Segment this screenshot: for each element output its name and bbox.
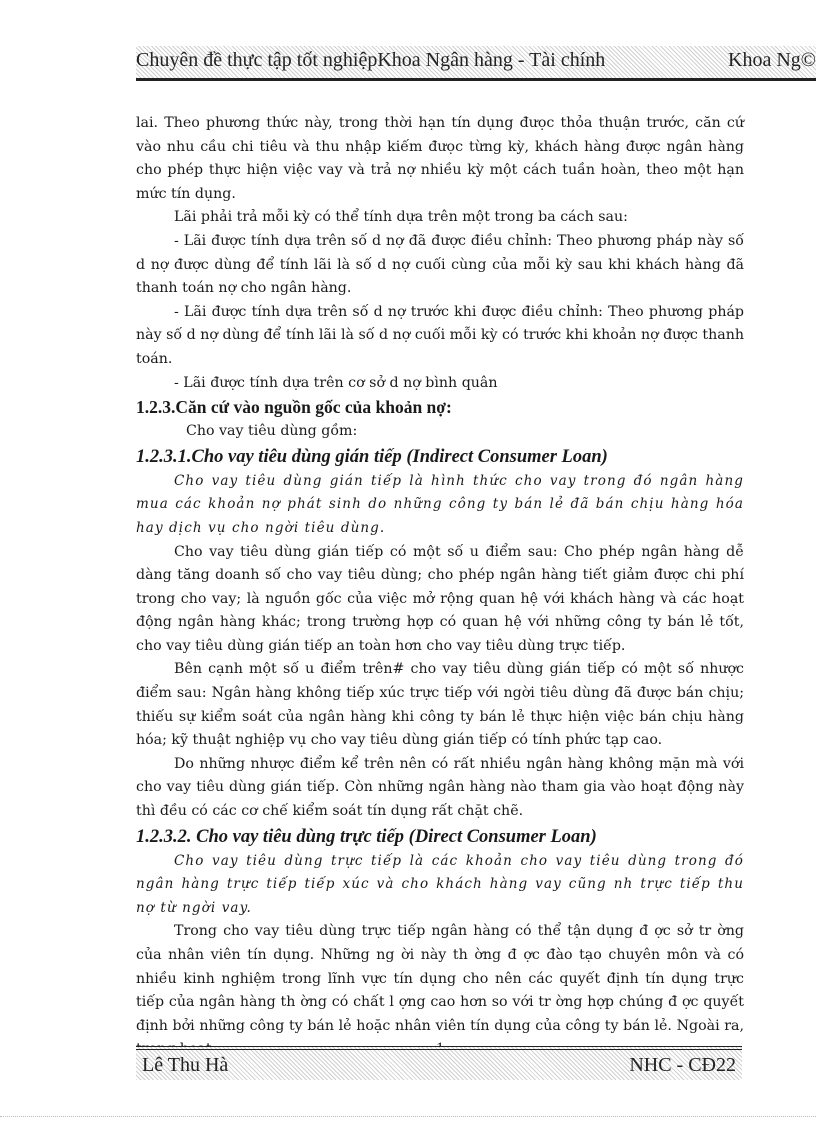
header-rule [136,80,816,81]
paragraph-1: lai. Theo phương thức này, trong thời hạn tín dụng đưọc thỏa thuận trước, căn cứ vào nhu cầu chi tiêu và thu nhập kiếm đưọc từng kỳ, khách hàng được ngân hàng cho phép thực hiện việc vay và trả nợ nhiều kỳ một cách tuần hoàn, theo một hạn mức tín dụng. [136,115,744,202]
paragraph-6: Cho vay tiêu dùng gồm: [186,423,358,440]
document-body [136,112,744,1062]
page-header [136,46,816,80]
paragraph-4: - Lãi được tính dựa trên số d nợ trước khi được điều chỉnh: Theo phương pháp này số d nợ dùng để tính lãi là số d nợ cuối mỗi kỳ có trước khi khoản nợ được thanh toán. [136,303,744,367]
paragraph-3: - Lãi được tính dựa trên số d nợ đã được điều chỉnh: Theo phương pháp này số d nợ được dùng để tính lãi là số d nợ cuối cùng của mỗi kỳ sau khi khách hàng đã thanh toán nợ cho ngân hàng. [136,232,744,297]
paragraph-9: Do những nhược điểm kể trên nên có rất nhiều ngân hàng không mặn mà với cho vay tiêu dùng gián tiếp. Còn những ngân hàng nào tham gia vào hoạt động này thì đều có các cơ chế kiểm soát tín dụng rất chặt chẽ. [136,755,744,820]
paragraph-8: Bên cạnh một số u điểm trên# cho vay tiêu dùng gián tiếp có một số nhược điểm sau: Ngân hàng không tiếp xúc trực tiếp với ngời tiêu dùng đã được bán chịu; thiếu sự kiểm soát của ngân hàng khi công ty bán lẻ thực hiện việc bán chịu hàng hóa; kỹ thuật nghiệp vụ cho vay tiêu dùng gián tiếp có tính phức tạp cao. [136,661,744,749]
paragraph-2: Lãi phải trả mỗi kỳ có thể tính dựa trên một trong ba cách sau: [174,209,628,226]
footer-author: Lê Thu Hà [142,1054,229,1076]
header-right-text: Khoa Ng© [728,49,816,71]
page-footer [136,1046,742,1080]
section-heading-1-2-3-2: 1.2.3.2. Cho vay tiêu dùng trực tiếp (Direct Consumer Loan) [136,826,597,847]
paragraph-10: Trong cho vay tiêu dùng trực tiếp ngân hàng có thể tận dụng đ ợc sở tr ờng của nhân viên tín dụng. Những ng ời này th ờng đ ợc đào tạo chuyên môn và có nhiều kinh nghiệm trong lĩnh vực tín dụng cho nên các quyết định tín dụng trực tiếp của ngân hàng th ờng có chất l ợng cao hơn so với tr ờng hợp chúng đ ợc quyết định bởi những công ty bán lẻ hoặc nhân viên tín dụng của công ty bán lẻ. Ngoài ra, [136,923,744,1034]
header-left-text: Chuyên đề thực tập tốt nghiệpKhoa Ngân hàng - Tài chính [136,49,606,71]
definition-direct: Cho vay tiêu dùng trực tiếp là các khoản cho vay tiêu dùng trong đó ngân hàng trực tiếp tiếp xúc và cho khách hàng vay cũng nh trực tiếp thu nợ từ ngời vay. [136,852,744,916]
section-heading-1-2-3-1: 1.2.3.1.Cho vay tiêu dùng gián tiếp (Indirect Consumer Loan) [136,446,608,467]
bottom-dotted-rule [0,1116,816,1117]
footer-class-code: NHC - CĐ22 [629,1054,736,1076]
section-heading-1-2-3: 1.2.3.Căn cứ vào nguồn gốc của khoản nợ: [136,397,452,418]
paragraph-7: Cho vay tiêu dùng gián tiếp có một số u điểm sau: Cho phép ngân hàng dễ dàng tăng doanh số cho vay tiêu dùng; cho phép ngân hàng tiết giảm được chi phí trong cho vay; là nguồn gốc của việc mở rộng quan hệ với khách hàng và các hoạt động ngân hàng khác; trong trường hợp có quan hệ với những công ty bán lẻ tốt, cho vay tiêu dùng gián tiếp an toàn hơn cho vay tiêu dùng trực tiếp. [136,543,744,654]
paragraph-5: - Lãi được tính dựa trên cơ sở d nợ bình quân [174,374,498,391]
definition-indirect: Cho vay tiêu dùng gián tiếp là hình thức cho vay trong đó ngân hàng mua các khoản nợ phát sinh do những công ty bán lẻ đã bán chịu hàng hóa hay dịch vụ cho ngời tiêu dùng. [136,472,744,536]
